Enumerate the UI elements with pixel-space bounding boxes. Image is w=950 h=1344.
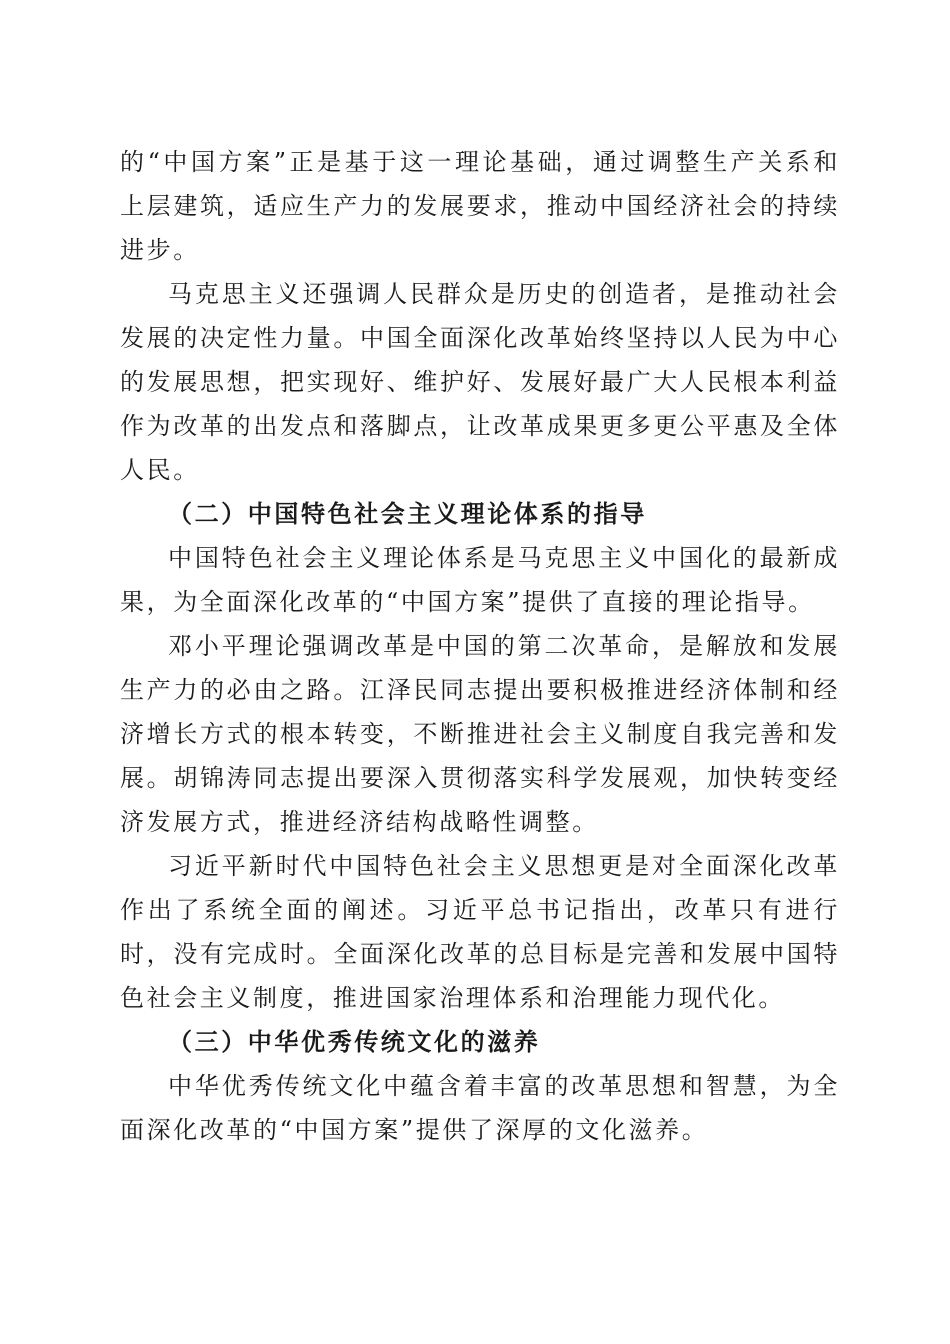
section-heading: （三）中华优秀传统文化的滋养: [168, 1027, 541, 1056]
paragraph: 中国特色社会主义理论体系是马克思主义中国化的最新成果，为全面深化改革的“中国方案”提供了直接的理论指导。: [120, 544, 840, 616]
document-body: [120, 140, 840, 1152]
paragraph: 习近平新时代中国特色社会主义思想更是对全面深化改革作出了系统全面的阐述。习近平总书记指出，改革只有进行时，没有完成时。全面深化改革的总目标是完善和发展中国特色社会主义制度，推进国家治理体系和治理能力现代化。: [120, 852, 840, 1012]
section-heading: （二）中国特色社会主义理论体系的指导: [168, 499, 647, 528]
paragraph: 邓小平理论强调改革是中国的第二次革命，是解放和发展生产力的必由之路。江泽民同志提出要积极推进经济体制和经济增长方式的根本转变，不断推进社会主义制度自我完善和发展。胡锦涛同志提出要深入贯彻落实科学发展观，加快转变经济发展方式，推进经济结构战略性调整。: [120, 632, 840, 836]
paragraph: 马克思主义还强调人民群众是历史的创造者，是推动社会发展的决定性力量。中国全面深化改革始终坚持以人民为中心的发展思想，把实现好、维护好、发展好最广大人民根本利益作为改革的出发点和落脚点，让改革成果更多更公平惠及全体人民。: [120, 280, 840, 484]
paragraph-continuation: 的“中国方案”正是基于这一理论基础，通过调整生产关系和上层建筑，适应生产力的发展要求，推动中国经济社会的持续进步。: [120, 148, 840, 264]
paragraph: 中华优秀传统文化中蕴含着丰富的改革思想和智慧，为全面深化改革的“中国方案”提供了深厚的文化滋养。: [120, 1072, 840, 1144]
